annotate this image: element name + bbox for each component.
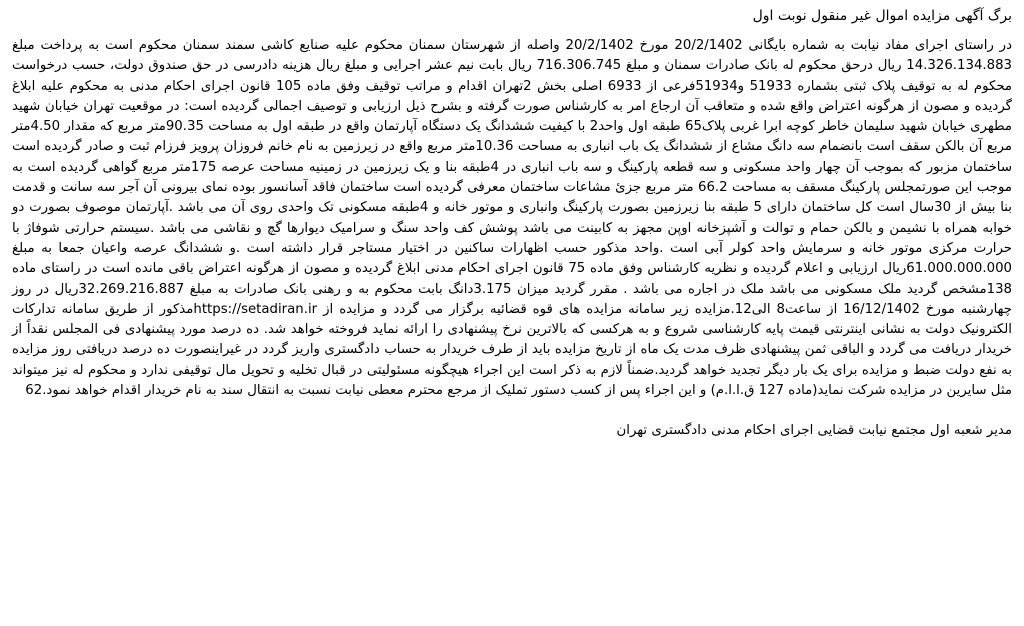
- auction-notice: [12, 0, 1012, 441]
- notice-signature: مدیر شعبه اول مجتمع نیابت قضایی اجرای احکام مدنی دادگستری تهران: [616, 423, 1012, 439]
- notice-body: در راستای اجرای مفاد نیابت به شماره بایگانی 20/2/1402 مورخ 20/2/1402 واصله از شهرستان سمنان محکوم علیه صنایع کاشی سمند سمنان محکوم است به پرداخت مبلغ 14.326.134.883 ریال درحق محکوم له بانک صادرات سمنان و مبلغ 716.306.745 ریال بابت نیم عشر اجرایی و مبلغ ریال هزینه دادرسی در حق صندوق دولت، حسب درخواست محکوم له به توقیف پلاک ثبتی بشماره 51933 و51934فرعی از 6933 اصلی بخش 2تهران اقدام و مراتب توقیف وفق ماده 105 قانون اجرای احکام مدنی به محکوم علیه ابلاغ گردیده و مصون از هرگونه اعتراض واقع شده و متعاقب آن ارجاع امر به کارشناس صورت گرفته و بشرح ذیل ارزیابی و توصیف اجمالی گردیده است: در موقعیت تهران خیابان شهید مطهری خیابان شهید سلیمان خاطر کوچه ابرا غربی پلاک65 طبقه اول واحد2 با کیفیت ششدانگ یک دستگاه آپارتمان واقع در طبقه اول به مساحت 90.35متر مربع که مقدار 4.50متر مربع آن بالکن سقف است بانضمام سه دانگ مشاع از ششدانگ یک باب انباری به مساحت 10.36متر مربع واقع در زیرزمین به نام خانم فروزان پرویز فرزام ثبت و صادر گردیده است ساختمان مزبور که بموجب آن چهار واحد مسکونی و سه قطعه پارکینگ و سه باب انباری در 4طبقه بنا و یک زیرزمین در زمینیه مساحت عرصه 175متر مربع گواهی گردیده است به موجب این صورتمجلس پارکینگ مسقف به مساحت 66.2 متر مربع جزئ مشاعات ساختمان معرفی گردیده است ساختمان فاقد آسانسور بوده نمای بیرونی آن آجر سه سانت و قدمت بنا بیش از 30سال است کل ساختمان دارای 5 طبقه بنا زیرزمین بصورت پارکینگ وانباری و موتور خانه و 4طبقه مسکونی تک واحدی روی آن می باشد .آپارتمان موصوف بصورت دو خوابه همراه با نشیمن و بالکن حمام و توالت و آشپزخانه اوپن مجهز به کابینت می باشد پوشش کف واحد سنگ و سرامیک دیوارها گچ و نقاشی می باشد .سیستم حرارتی شوفاژ با حرارت مرکزی موتور خانه و سرمایش واحد کولر آبی است .واحد مذکور حسب اظهارات ساکنین در اختیار مستاجر قرار داشته است .و ششدانگ عرصه واعیان جمعا به مبلغ 61.000.000.000ریال ارزیابی و اعلام گردیده و نظریه کارشناس وفق ماده 75 قانون اجرای احکام مدنی ابلاغ گردیده و مصون از هرگونه اعتراض باقی مانده است در راستای ماده 138مشخص گردید ملک مسکونی می باشد ملک در اجاره می باشد . مقرر گردید میزان 3.175دانگ بابت محکوم به و رهنی بانک صادرات به مبلغ 32.269.216.887ریال در روز چهارشنبه مورخ 16/12/1402 از ساعت8 الی12.مزایده زیر سامانه مزایده های قوه قضائیه برگزار می گردد و مزایده از https://setadiran.irمذکور از طریق سامانه تدارکات الکترونیک دولت به نشانی اینترنتی قیمت پایه کارشناسی شروع و به هرکسی که بالاترین نرخ پیشنهادی را ارائه نماید فروخته خواهد شد. ده درصد مورد پیشنهادی فی المجلس نقداً از خریدار دریافت می گردد و الباقی ثمن پیشنهادی ظرف مدت یک ماه از تاریخ مزایده باید از طرف خریدار به حساب دادگستری واریز گردد در غیراینصورت ده درصد دریافتی روز مزایده به نفع دولت ضبط و مزایده برای یک بار دیگر تجدید خواهد گردید.ضمناً لازم به ذکر است این اجراء هیچگونه مسئولیتی در قبال تخلیه و تحویل مال توقیفی ندارد و محکوم له نیز میتواند مثل سایرین در مزایده شرکت نماید(ماده 127 ق.ا.ا.م) و این اجراء پس از کسب دستور تملیک از مرجع محترم معطی نیابت نسبت به انتقال سند به نام خریدار اقدام خواهد نمود.62: [12, 38, 1013, 399]
- notice-title: برگ آگهی مزایده اموال غیر منقول نوبت اول: [752, 8, 1012, 24]
